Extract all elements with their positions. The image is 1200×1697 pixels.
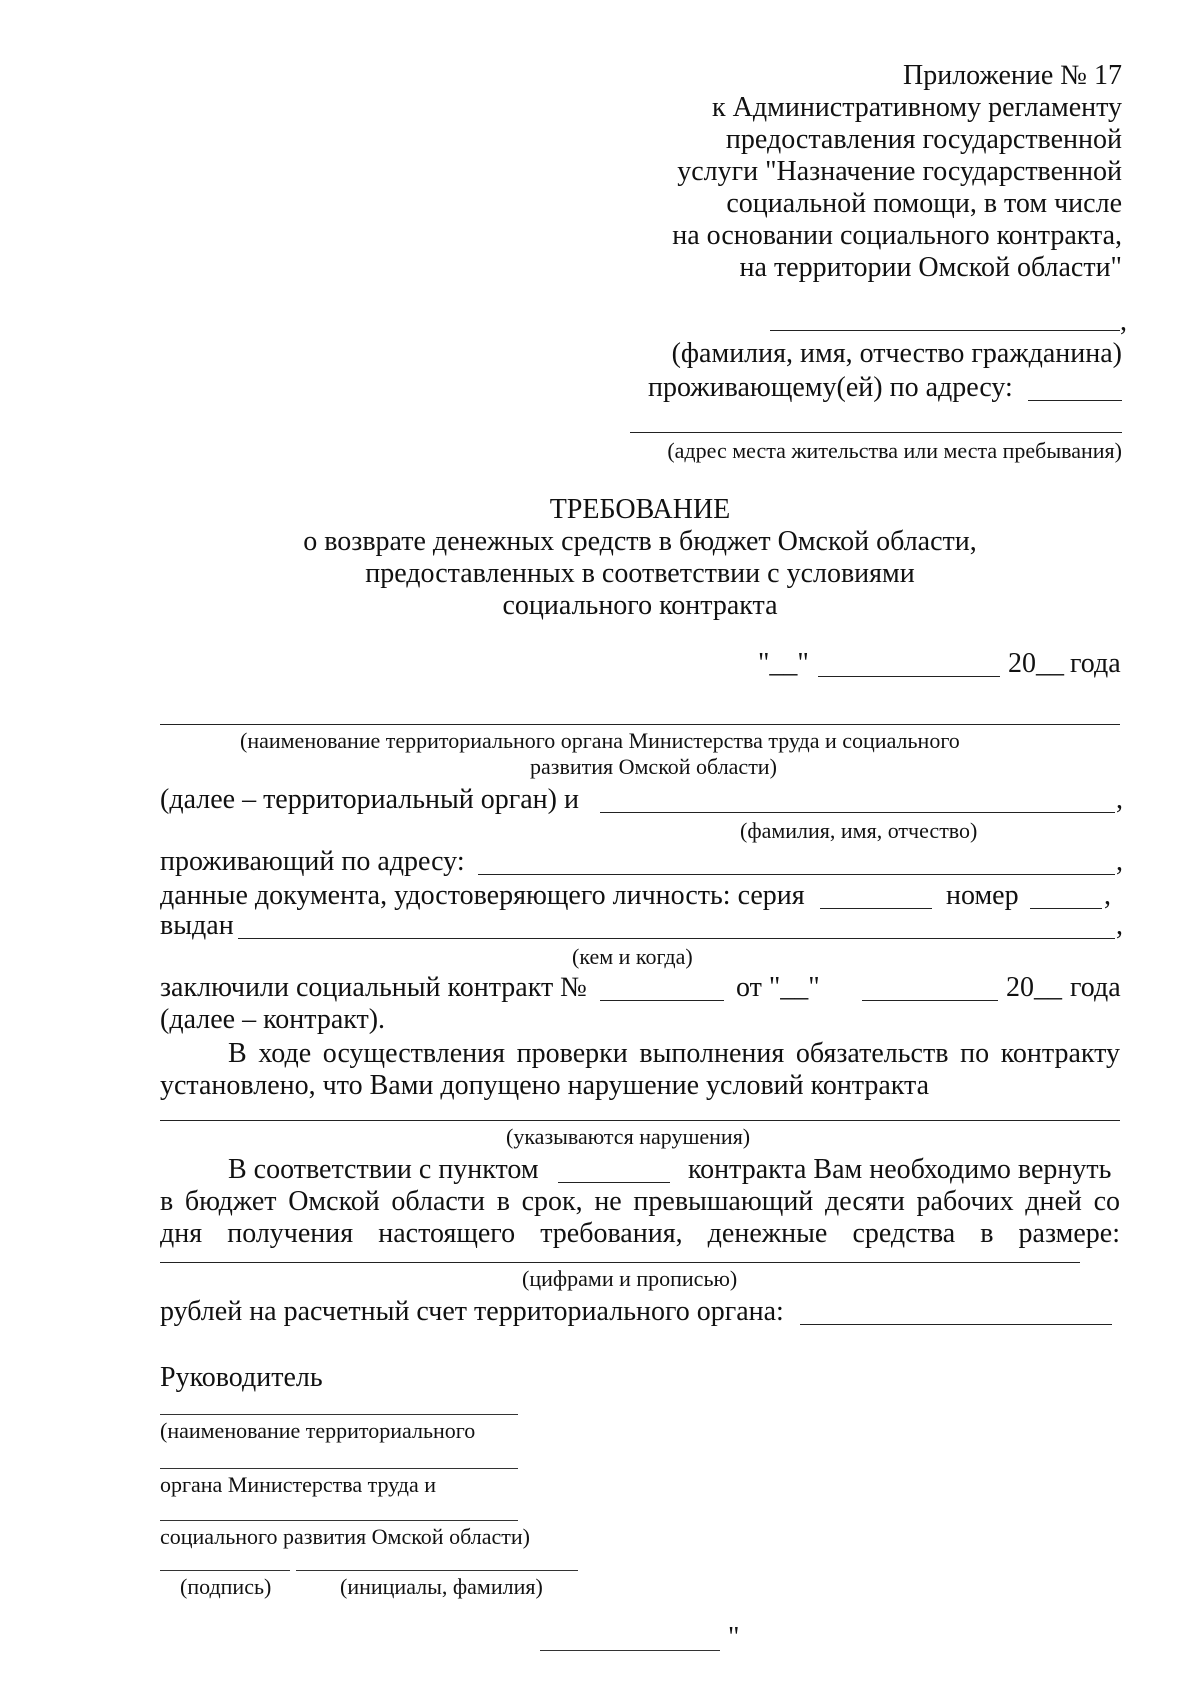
clause-number-field[interactable]	[558, 1182, 670, 1183]
fio-caption: (фамилия, имя, отчество)	[740, 818, 978, 843]
issued-label: выдан	[160, 910, 234, 941]
signature-field[interactable]	[160, 1570, 290, 1571]
initials-field[interactable]	[296, 1570, 578, 1571]
comma: ,	[1116, 846, 1123, 877]
amount-field[interactable]	[160, 1262, 1080, 1263]
contract-number-field[interactable]	[600, 1000, 724, 1001]
header-line: социальной помощи, в том числе	[726, 188, 1122, 219]
organ-caption: (наименование территориального органа Министерства труда и социального	[240, 728, 960, 753]
account-label: рублей на расчетный счет территориального органа:	[160, 1296, 784, 1327]
return-paragraph-line: контракта Вам необходимо вернуть	[688, 1154, 1112, 1185]
closing-line	[540, 1650, 720, 1651]
citizen-name-caption: (фамилия, имя, отчество гражданина)	[671, 338, 1122, 369]
comma: ,	[1116, 910, 1123, 941]
organ-line-3[interactable]	[160, 1520, 518, 1521]
header-line: на территории Омской области"	[739, 252, 1122, 283]
contract-date-day[interactable]: от "__"	[736, 972, 820, 1003]
address-caption: (адрес места жительства или места пребывания)	[667, 438, 1122, 463]
check-paragraph-line: В ходе осуществления проверки выполнения обязательств по контракту	[228, 1038, 1120, 1069]
header-line: на основании социального контракта,	[672, 220, 1122, 251]
title-subtitle: о возврате денежных средств в бюджет Омской области,	[303, 526, 977, 557]
contract-year-word: года	[1070, 972, 1121, 1003]
address-field[interactable]	[1028, 400, 1122, 401]
initials-caption: (инициалы, фамилия)	[340, 1574, 543, 1599]
issued-by-field[interactable]	[238, 938, 1115, 939]
signature-caption: (подпись)	[180, 1574, 272, 1599]
title-heading: ТРЕБОВАНИЕ	[549, 494, 731, 525]
organ-caption: развития Омской области)	[530, 754, 777, 779]
header-line: услуги "Назначение государственной	[677, 156, 1122, 187]
contract-year-field[interactable]: 20__	[1006, 972, 1062, 1003]
signature-caption: социального развития Омской области)	[160, 1524, 530, 1549]
organ-line-1[interactable]	[160, 1414, 518, 1415]
signature-caption: (наименование территориального	[160, 1418, 476, 1443]
id-document-label: данные документа, удостоверяющего личность: серия	[160, 880, 805, 911]
organ-name-field[interactable]	[160, 724, 1120, 725]
address-field-line2[interactable]	[630, 432, 1122, 433]
year-word: года	[1070, 648, 1121, 679]
day-field[interactable]: "__"	[758, 648, 809, 679]
residing-label: проживающий по адресу:	[160, 846, 465, 877]
address-label: проживающему(ей) по адресу:	[648, 372, 1013, 403]
comma: ,	[1120, 306, 1127, 337]
head-title: Руководитель	[160, 1362, 323, 1393]
organ-line-2[interactable]	[160, 1468, 518, 1469]
contract-short-label: (далее – контракт).	[160, 1004, 386, 1035]
contract-month-field[interactable]	[862, 1000, 998, 1001]
check-paragraph-line: установлено, что Вами допущено нарушение условий контракта	[160, 1070, 930, 1101]
violations-caption: (указываются нарушения)	[506, 1124, 751, 1149]
residing-address-field[interactable]	[478, 874, 1115, 875]
id-number-label: номер	[946, 880, 1019, 911]
amount-caption: (цифрами и прописью)	[522, 1266, 738, 1291]
issued-caption: (кем и когда)	[572, 944, 693, 969]
id-series-field[interactable]	[820, 908, 932, 909]
header-line: предоставления государственной	[725, 124, 1122, 155]
contract-label: заключили социальный контракт №	[160, 972, 587, 1003]
account-field[interactable]	[800, 1324, 1112, 1325]
return-paragraph-line: дня получения настоящего требования, денежные средства в размере:	[160, 1218, 1120, 1249]
appendix-number: Приложение № 17	[903, 60, 1122, 91]
return-paragraph-line: В соответствии с пунктом	[228, 1154, 539, 1185]
title-subtitle: предоставленных в соответствии с условиями	[365, 558, 915, 589]
year-field[interactable]: 20__	[1008, 648, 1064, 679]
signature-caption: органа Министерства труда и	[160, 1472, 437, 1497]
id-number-field[interactable]	[1030, 908, 1102, 909]
comma: ,	[1104, 880, 1111, 911]
closing-quote: "	[728, 1622, 740, 1653]
fio-field[interactable]	[600, 812, 1115, 813]
month-field[interactable]	[818, 676, 1000, 677]
further-organ-label: (далее – территориальный орган) и	[160, 784, 579, 815]
comma: ,	[1116, 784, 1123, 815]
violations-field[interactable]	[160, 1120, 1120, 1121]
citizen-name-field[interactable]	[770, 330, 1120, 331]
header-line: к Административному регламенту	[712, 92, 1122, 123]
title-subtitle: социального контракта	[502, 590, 778, 621]
return-paragraph-line: в бюджет Омской области в срок, не превышающий десяти рабочих дней со	[160, 1186, 1120, 1217]
